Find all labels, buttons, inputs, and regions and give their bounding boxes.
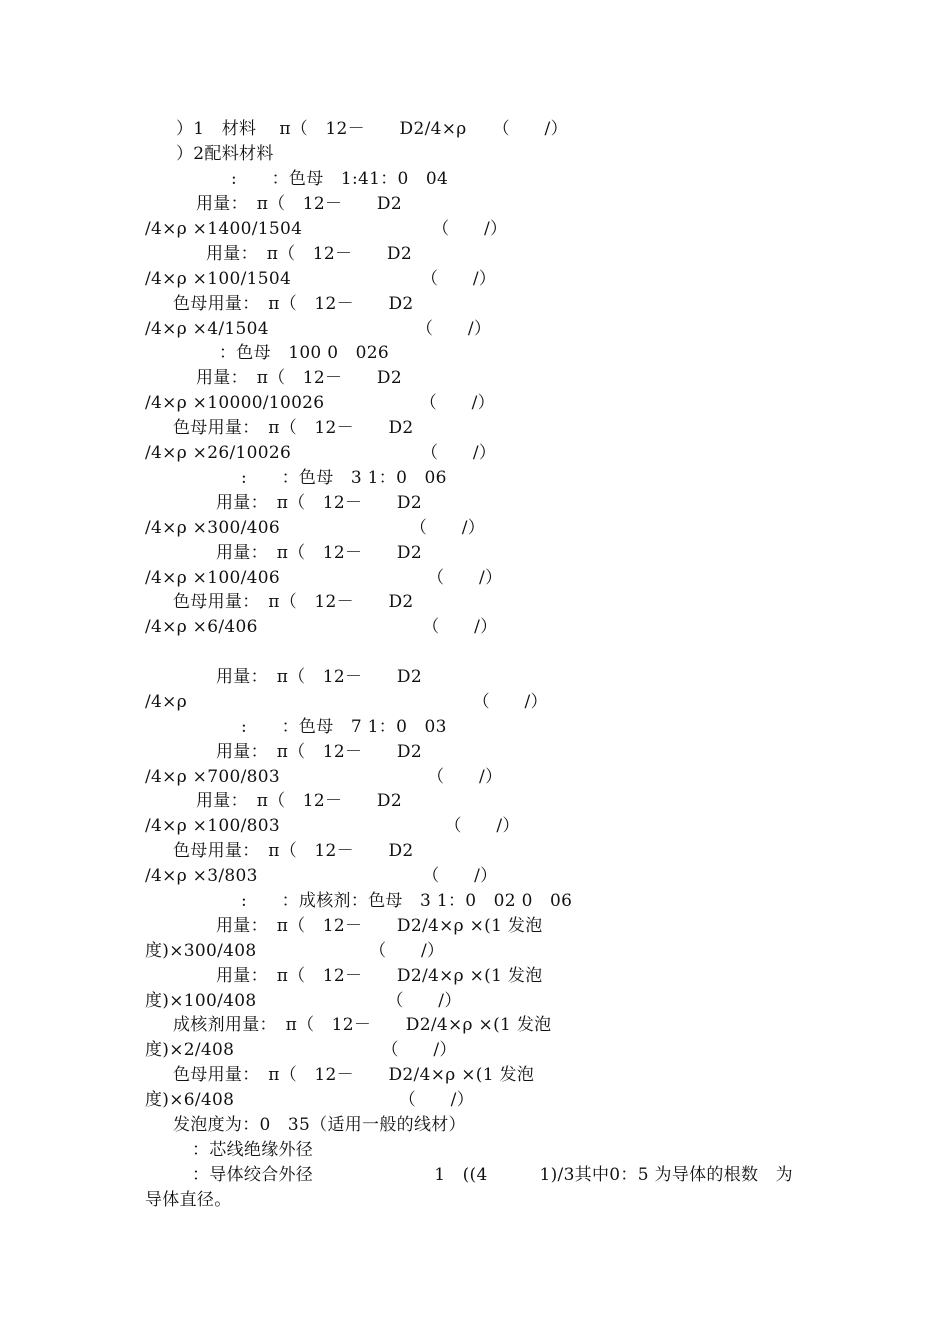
text-line: : ：色母 3 1：0 06 (241, 468, 447, 488)
text-line: 用量： π（ 12－ D2 (196, 194, 402, 214)
text-line: /4×ρ ×300/406 （ /） (145, 518, 486, 538)
text-line: 用量： π（ 12－ D2 (216, 493, 422, 513)
text-line: /4×ρ （ /） (145, 692, 548, 712)
text-line: /4×ρ ×100/803 （ /） (145, 816, 520, 836)
text-line: 发泡度为：0 35（适用一般的线材） (173, 1115, 466, 1135)
text-line: /4×ρ ×100/406 （ /） (145, 568, 503, 588)
text-line: 用量： π（ 12－ D2 (196, 368, 402, 388)
text-line: 度)×6/408 （ /） (145, 1090, 474, 1110)
text-line: : ：色母 1:41：0 04 (231, 169, 449, 189)
text-line: /4×ρ ×1400/1504 （ /） (145, 219, 508, 239)
text-line: ：色母 100 0 026 (219, 343, 390, 363)
text-line: 用量： π（ 12－ D2/4×ρ ×(1 发泡 (216, 966, 543, 986)
text-line: 色母用量： π（ 12－ D2/4×ρ ×(1 发泡 (173, 1065, 535, 1085)
text-line: 导体直径。 (145, 1190, 232, 1210)
text-line: 用量： π（ 12－ D2 (216, 543, 422, 563)
text-line: 用量： π（ 12－ D2 (206, 244, 412, 264)
text-line: : ：色母 7 1：0 03 (241, 717, 447, 737)
text-line: 度)×300/408 （ /） (145, 941, 445, 961)
text-line: 成核剂用量： π（ 12－ D2/4×ρ ×(1 发泡 (173, 1015, 552, 1035)
text-line: ：芯线绝缘外径 (192, 1140, 314, 1160)
text-line: 色母用量： π（ 12－ D2 (173, 294, 414, 314)
text-line: /4×ρ ×3/803 （ /） (145, 866, 498, 886)
text-line: 色母用量： π（ 12－ D2 (173, 841, 414, 861)
text-line: ）1 材料 π（ 12－ D2/4×ρ （ /） (176, 119, 568, 139)
text-line: 色母用量： π（ 12－ D2 (173, 592, 414, 612)
text-line: ）2配料材料 (176, 144, 274, 164)
text-line: 度)×100/408 （ /） (145, 991, 462, 1011)
text-line: /4×ρ ×6/406 （ /） (145, 617, 498, 637)
text-line: 用量： π（ 12－ D2/4×ρ ×(1 发泡 (216, 916, 543, 936)
text-line: 用量： π（ 12－ D2 (196, 791, 402, 811)
text-line: /4×ρ ×700/803 （ /） (145, 767, 503, 787)
text-line: /4×ρ ×10000/10026 （ /） (145, 393, 495, 413)
text-line: /4×ρ ×100/1504 （ /） (145, 269, 497, 289)
text-line: 色母用量： π（ 12－ D2 (173, 418, 414, 438)
text-line: : ：成核剂：色母 3 1：0 02 0 06 (241, 891, 573, 911)
text-line: 度)×2/408 （ /） (145, 1040, 457, 1060)
text-line: ：导体绞合外径 1 ((4 1)/3其中0：5 为导体的根数 为 (192, 1165, 793, 1185)
text-line: /4×ρ ×26/10026 （ /） (145, 443, 497, 463)
text-line: 用量： π（ 12－ D2 (216, 742, 422, 762)
text-line: 用量： π（ 12－ D2 (216, 667, 422, 687)
text-line: /4×ρ ×4/1504 （ /） (145, 319, 492, 339)
